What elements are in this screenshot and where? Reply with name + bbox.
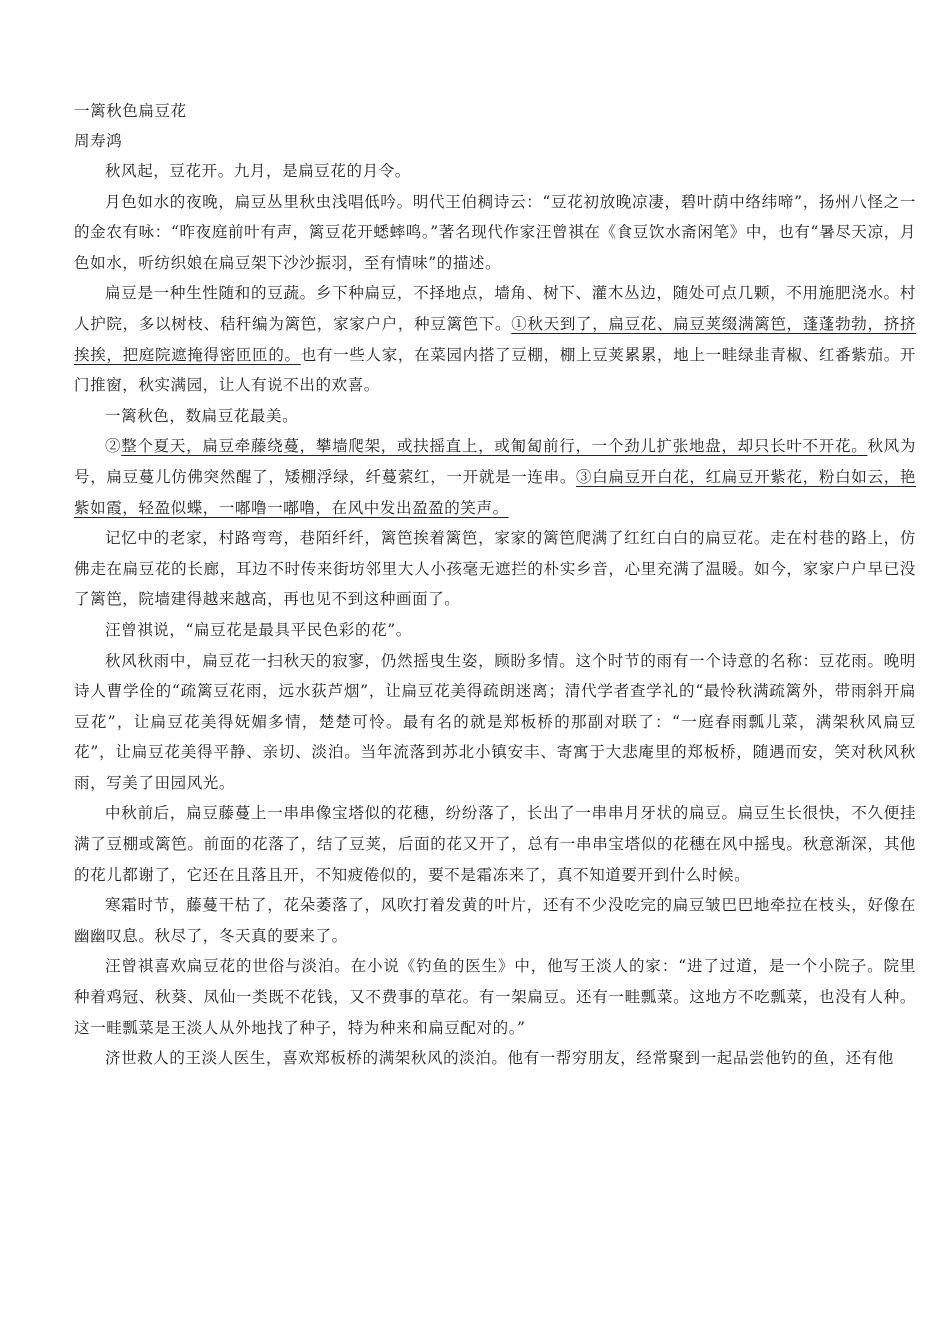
article-author: 周寿鸿 <box>74 132 123 150</box>
article <box>74 96 916 1074</box>
sentence-marker-2: ② <box>105 437 122 456</box>
paragraph-10: 寒霜时节，藤蔓干枯了，花朵萎落了，风吹打着发黄的叶片，还有不少没吃完的扁豆皱巴巴地牵拉在枝头，好像在幽幽叹息。秋尽了，冬天真的要来了。 <box>74 896 916 945</box>
paragraph-5-text-middle: 秋风为号，扁豆蔓儿仿佛突然醒了，矮棚浮绿，纤蔓萦红，一开就是一连串。 <box>74 437 916 486</box>
underlined-sentence-2: 整个夏天，扁豆牵藤绕蔓，攀墙爬架，或扶摇直上，或匍匐前行，一个劲儿扩张地盘，却只长叶不开花。 <box>121 437 868 456</box>
paragraph-4: 一篱秋色，数扁豆花最美。 <box>105 406 299 425</box>
paragraph-12: 济世救人的王淡人医生，喜欢郑板桥的满架秋风的淡泊。他有一帮穷朋友，经常聚到一起品尝他钓的鱼，还有他 <box>105 1049 894 1068</box>
paragraph-2: 月色如水的夜晚，扁豆丛里秋虫浅唱低吟。明代王伯稠诗云：“豆花初放晚凉凄，碧叶荫中络纬啼”，扬州八怪之一的金农有咏：“昨夜庭前叶有声，篱豆花开蟋蟀鸣。”著名现代作家汪曾祺在《食豆饮水斋闲笔》中，也有“暑尽天凉，月色如水，听纺织娘在扁豆架下沙沙振羽，至有情味”的描述。 <box>74 192 916 272</box>
paragraph-7: 汪曾祺说，“扁豆花是最具平民色彩的花”。 <box>105 620 412 639</box>
paragraph-3 <box>74 278 916 400</box>
underlined-sentence-1: ①秋天到了，扁豆花、扁豆荚缀满篱笆，蓬蓬勃勃，挤挤挨挨，把庭院遮掩得密匝匝的。 <box>74 314 916 364</box>
paragraph-3-text-before: 扁豆是一种生性随和的豆蔬。乡下种扁豆，不择地点，墙角、树下、灌木丛边，随处可点几颗，不用施肥浇水。村人护院，多以树枝、秸秆编为篱笆，家家户户，种豆篱笆下。 <box>74 284 916 333</box>
paragraph-8: 秋风秋雨中，扁豆花一扫秋天的寂寥，仍然摇曳生姿，顾盼多情。这个时节的雨有一个诗意的名称：豆花雨。晚明诗人曹学佺的“疏篱豆花雨，远水荻芦烟”，让扁豆花美得疏朗迷离；清代学者查学礼的“最怜秋满疏篱外，带雨斜开扁豆花”，让扁豆花美得妩媚多情，楚楚可怜。最有名的就是郑板桥的那副对联了：“一庭春雨瓢儿菜，满架秋风扁豆花”，让扁豆花美得平静、亲切、淡泊。当年流落到苏北小镇安丰、寄寓于大悲庵里的郑板桥，随遇而安，笑对秋风秋雨，写美了田园风光。 <box>74 651 916 792</box>
paragraph-1: 秋风起，豆花开。九月，是扁豆花的月令。 <box>105 162 411 180</box>
article-title: 一篱秋色扁豆花 <box>74 102 187 120</box>
underlined-sentence-3: ③白扁豆开白花，红扁豆开紫花，粉白如云，艳紫如霞，轻盈似蝶，一嘟噜一嘟噜，在风中发出盈盈的笑声。 <box>74 467 916 517</box>
paragraph-11: 汪曾祺喜欢扁豆花的世俗与淡泊。在小说《钓鱼的医生》中，他写王淡人的家：“进了过道，是一个小院子。院里种着鸡冠、秋葵、凤仙一类既不花钱，又不费事的草花。有一架扁豆。还有一畦瓢菜。这地方不吃瓢菜，也没有人种。这一畦瓢菜是王淡人从外地找了种子，特为种来和扁豆配对的。” <box>74 957 916 1037</box>
paragraph-3-text-after: 也有一些人家，在菜园内搭了豆棚，棚上豆荚累累，地上一畦绿韭青椒、红番紫茄。开门推窗，秋实满园，让人有说不出的欢喜。 <box>74 345 916 395</box>
paragraph-6: 记忆中的老家，村路弯弯，巷陌纤纤，篱笆挨着篱笆，家家的篱笆爬满了红红白白的扁豆花。走在村巷的路上，仿佛走在扁豆花的长廊，耳边不时传来街坊邻里大人小孩毫无遮拦的朴实乡音，心里充满了温暖。如今，家家户户早已没了篱笆，院墙建得越来越高，再也见不到这种画面了。 <box>74 529 916 609</box>
paragraph-9: 中秋前后，扁豆藤蔓上一串串像宝塔似的花穗，纷纷落了，长出了一串串月牙状的扁豆。扁豆生长很快，不久便挂满了豆棚或篱笆。前面的花落了，结了豆荚，后面的花又开了，总有一串串宝塔似的花穗在风中摇曳。秋意渐深，其他的花儿都谢了，它还在且落且开，不知疲倦似的，要不是霜冻来了，真不知道要开到什么时候。 <box>74 804 916 884</box>
paragraph-5 <box>74 431 916 523</box>
